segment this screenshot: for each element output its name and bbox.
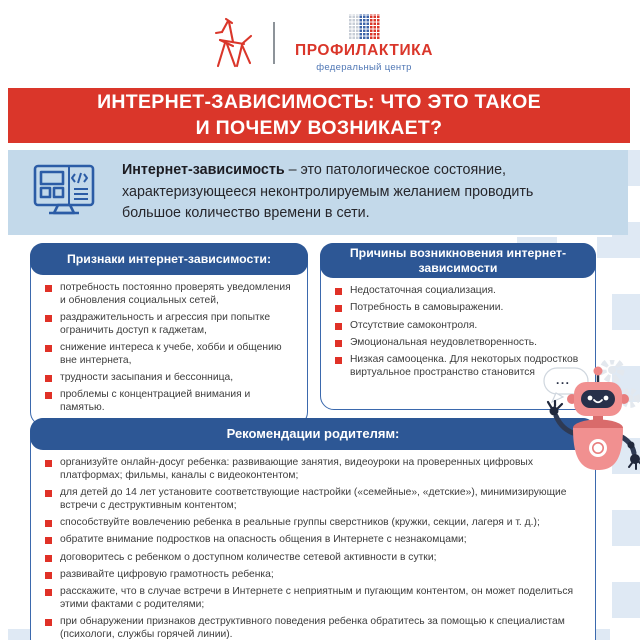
definition-term: Интернет-зависимость: [122, 162, 285, 179]
bullet-square-icon: [335, 288, 342, 295]
page-title-line1: ИНТЕРНЕТ-ЗАВИСИМОСТЬ: ЧТО ЭТО ТАКОЕ: [97, 90, 541, 113]
list-item: [45, 517, 582, 530]
title-banner: [8, 88, 630, 143]
definition-panel: [8, 150, 628, 235]
list-item: [45, 389, 294, 415]
list-item: [45, 552, 582, 565]
list-item-text: обратите внимание подростков на опасность общения в Интернете с незнакомцами;: [60, 534, 467, 546]
list-item-text: Низкая самооценка. Для некоторых подростков виртуальное пространство становится: [350, 354, 579, 378]
list-item-text: Недостаточная социализация.: [350, 285, 496, 296]
list-item: [45, 534, 582, 547]
list-item-text: для детей до 14 лет установите соответствующие настройки («семейные», «детские»), минимизирующие встречи с деструктивным контентом;: [60, 487, 567, 511]
list-item-text: раздражительность и агрессия при попытке ограничить доступ к гаджетам,: [60, 312, 271, 336]
brand-subtitle: федеральный центр: [316, 61, 412, 73]
list-item-text: трудности засыпания и бессонница,: [60, 372, 234, 384]
bullet-square-icon: [45, 460, 52, 467]
horse-logo-icon: [207, 16, 253, 70]
bullet-square-icon: [45, 490, 52, 497]
list-item-text: Эмоциональная неудовлетворенность.: [350, 336, 538, 348]
list-item-text: Отсутствие самоконтроля.: [350, 319, 478, 331]
definition-body: – это патологическое состояние, характеризующееся неконтролируемым желанием проводить большое количество времени в сети.: [122, 162, 534, 222]
list-item-text: развивайте цифровую грамотность ребенка;: [60, 568, 274, 580]
page-title-line2: И ПОЧЕМУ ВОЗНИКАЕТ?: [195, 116, 443, 139]
list-item: [45, 569, 582, 582]
bullet-square-icon: [45, 537, 52, 544]
list-item: [335, 285, 582, 298]
list-item: [45, 282, 294, 308]
checker-square: [597, 237, 640, 258]
monitor-code-icon: [32, 163, 96, 222]
list-item: [45, 312, 294, 338]
list-item: [45, 457, 582, 483]
list-item-text: договоритесь с ребенком о доступном количестве сетевой активности в сутки;: [60, 551, 437, 563]
speech-dots: ...: [556, 373, 571, 387]
list-item: [335, 320, 582, 333]
list-item-text: расскажите, что в случае встречи в Интернете с неприятным и пугающим контентом, он может поделиться этими фактами с родителями;: [60, 586, 574, 610]
bullet-square-icon: [335, 305, 342, 312]
list-item: [45, 372, 294, 385]
recommendations-box: [30, 418, 596, 640]
flag-pixel-icon: [349, 14, 380, 39]
bullet-square-icon: [45, 520, 52, 527]
bullet-square-icon: [335, 323, 342, 330]
signs-header: Признаки интернет-зависимости:: [30, 243, 308, 275]
list-item: [335, 337, 582, 350]
list-item: [45, 616, 582, 640]
list-item: [45, 487, 582, 513]
bullet-square-icon: [45, 375, 52, 382]
recommendations-header: Рекомендации родителям:: [30, 418, 596, 450]
bullet-square-icon: [335, 357, 342, 364]
recommendations-list: [31, 449, 595, 640]
logo-divider: [273, 22, 275, 64]
bullet-square-icon: [45, 392, 52, 399]
list-item-text: при обнаружении признаков деструктивного поведения ребенка обратитесь за помощью к специалистам (психологи, службы горячей линии).: [60, 616, 565, 640]
header: [0, 0, 640, 86]
robot-mascot: [538, 360, 640, 492]
list-item: [335, 302, 582, 315]
list-item-text: способствуйте вовлечению ребенка в реальные группы сверстников (кружки, секции, лагеря и т. д.);: [60, 517, 540, 529]
definition-text: [122, 160, 577, 224]
signs-box: [30, 243, 308, 426]
causes-header: Причины возникновения интернет-зависимости: [320, 243, 596, 278]
bullet-square-icon: [45, 589, 52, 596]
bullet-square-icon: [45, 619, 52, 626]
list-item: [45, 342, 294, 368]
bullet-square-icon: [45, 315, 52, 322]
bullet-square-icon: [335, 340, 342, 347]
list-item-text: снижение интереса к учебе, хобби и общению вне интернета,: [60, 342, 282, 366]
list-item: [45, 586, 582, 612]
brand-block: [295, 14, 433, 73]
list-item-text: организуйте онлайн-досуг ребенка: развивающие занятия, видеоуроки на проверенных цифровых платформах; фильмы, каналы с видеоконтентом;: [60, 457, 533, 481]
bullet-square-icon: [45, 285, 52, 292]
list-item-text: проблемы с концентрацией внимания и памятью.: [60, 389, 251, 414]
list-item-text: потребность постоянно проверять уведомления и обновления социальных сетей,: [60, 282, 291, 306]
list-item-text: Потребность в самовыражении.: [350, 302, 504, 314]
bullet-square-icon: [45, 572, 52, 579]
bullet-square-icon: [45, 345, 52, 352]
bullet-square-icon: [45, 555, 52, 562]
signs-list: [31, 274, 307, 425]
brand-name: ПРОФИЛАКТИКА: [294, 41, 434, 59]
